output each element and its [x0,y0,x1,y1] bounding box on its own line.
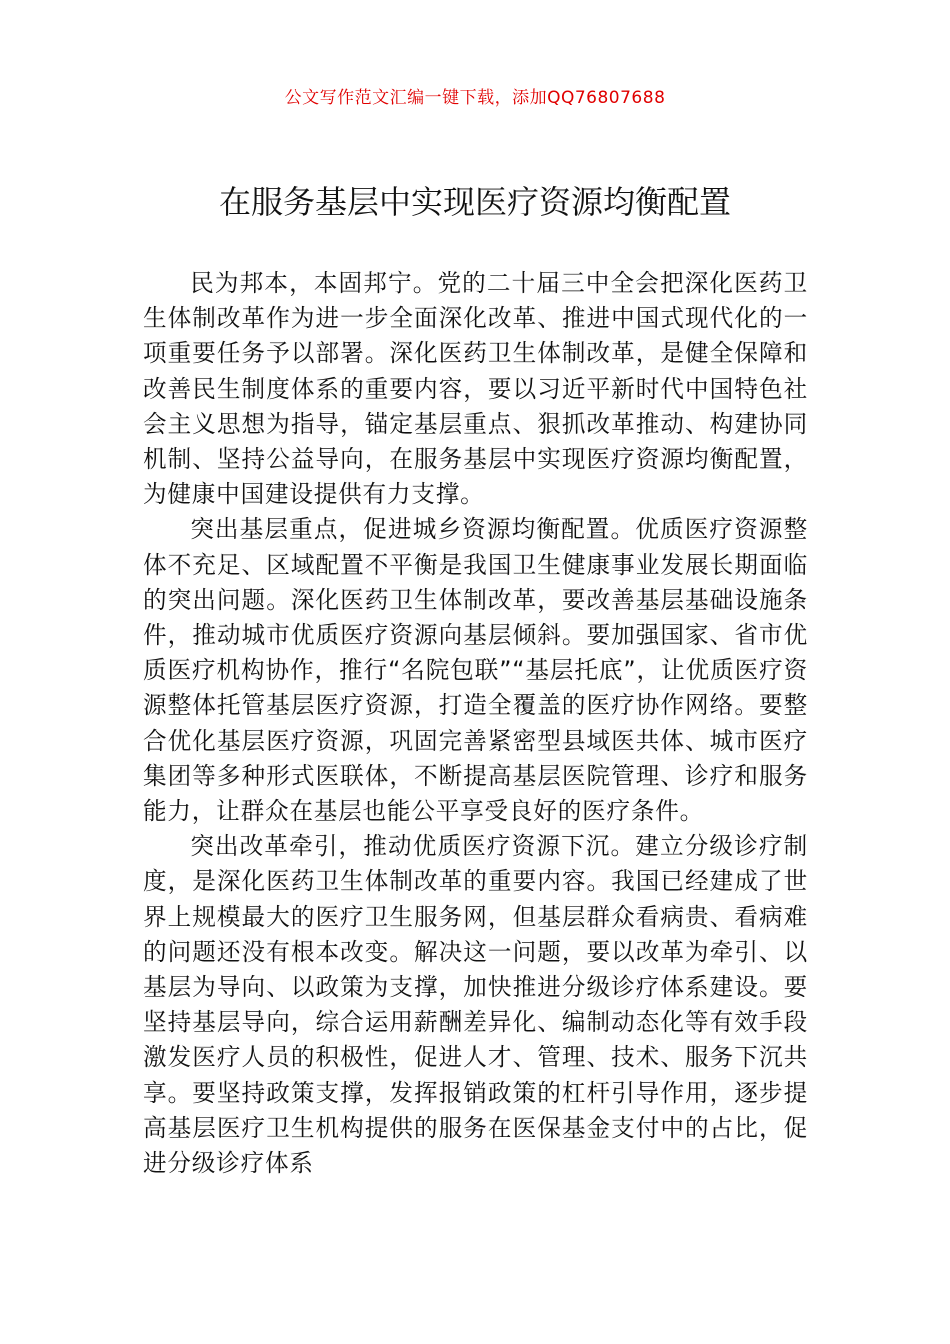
paragraph-3: 突出改革牵引，推动优质医疗资源下沉。建立分级诊疗制度，是深化医药卫生体制改革的重要内容。我国已经建成了世界上规模最大的医疗卫生服务网，但基层群众看病贵、看病难的问题还没有根本改变。解决这一问题，要以改革为牵引、以基层为导向、以政策为支撑，加快推进分级诊疗体系建设。要坚持基层导向，综合运用薪酬差异化、编制动态化等有效手段激发医疗人员的积极性，促进人才、管理、技术、服务下沉共享。要坚持政策支撑，发挥报销政策的杠杆引导作用，逐步提高基层医疗卫生机构提供的服务在医保基金支付中的占比，促进分级诊疗体系 [143,832,808,1178]
paragraph-1: 民为邦本，本固邦宁。党的二十届三中全会把深化医药卫生体制改革作为进一步全面深化改革、推进中国式现代化的一项重要任务予以部署。深化医药卫生体制改革，是健全保障和改善民生制度体系的重要内容，要以习近平新时代中国特色社会主义思想为指导，锚定基层重点、狠抓改革推动、构建协同机制、坚持公益导向，在服务基层中实现医疗资源均衡配置，为健康中国建设提供有力支撑。 [143,269,808,509]
download-banner: 公文写作范文汇编一键下载，添加QQ76807688 [284,88,666,108]
document-body [143,266,808,1181]
paragraph-2: 突出基层重点，促进城乡资源均衡配置。优质医疗资源整体不充足、区域配置不平衡是我国卫生健康事业发展长期面临的突出问题。深化医药卫生体制改革，要改善基层基础设施条件，推动城市优质医疗资源向基层倾斜。要加强国家、省市优质医疗机构协作，推行“名院包联”“基层托底”，让优质医疗资源整体托管基层医疗资源，打造全覆盖的医疗协作网络。要整合优化基层医疗资源，巩固完善紧密型县域医共体、城市医疗集团等多种形式医联体，不断提高基层医院管理、诊疗和服务能力，让群众在基层也能公平享受良好的医疗条件。 [143,515,808,826]
document-title: 在服务基层中实现医疗资源均衡配置 [218,183,731,221]
